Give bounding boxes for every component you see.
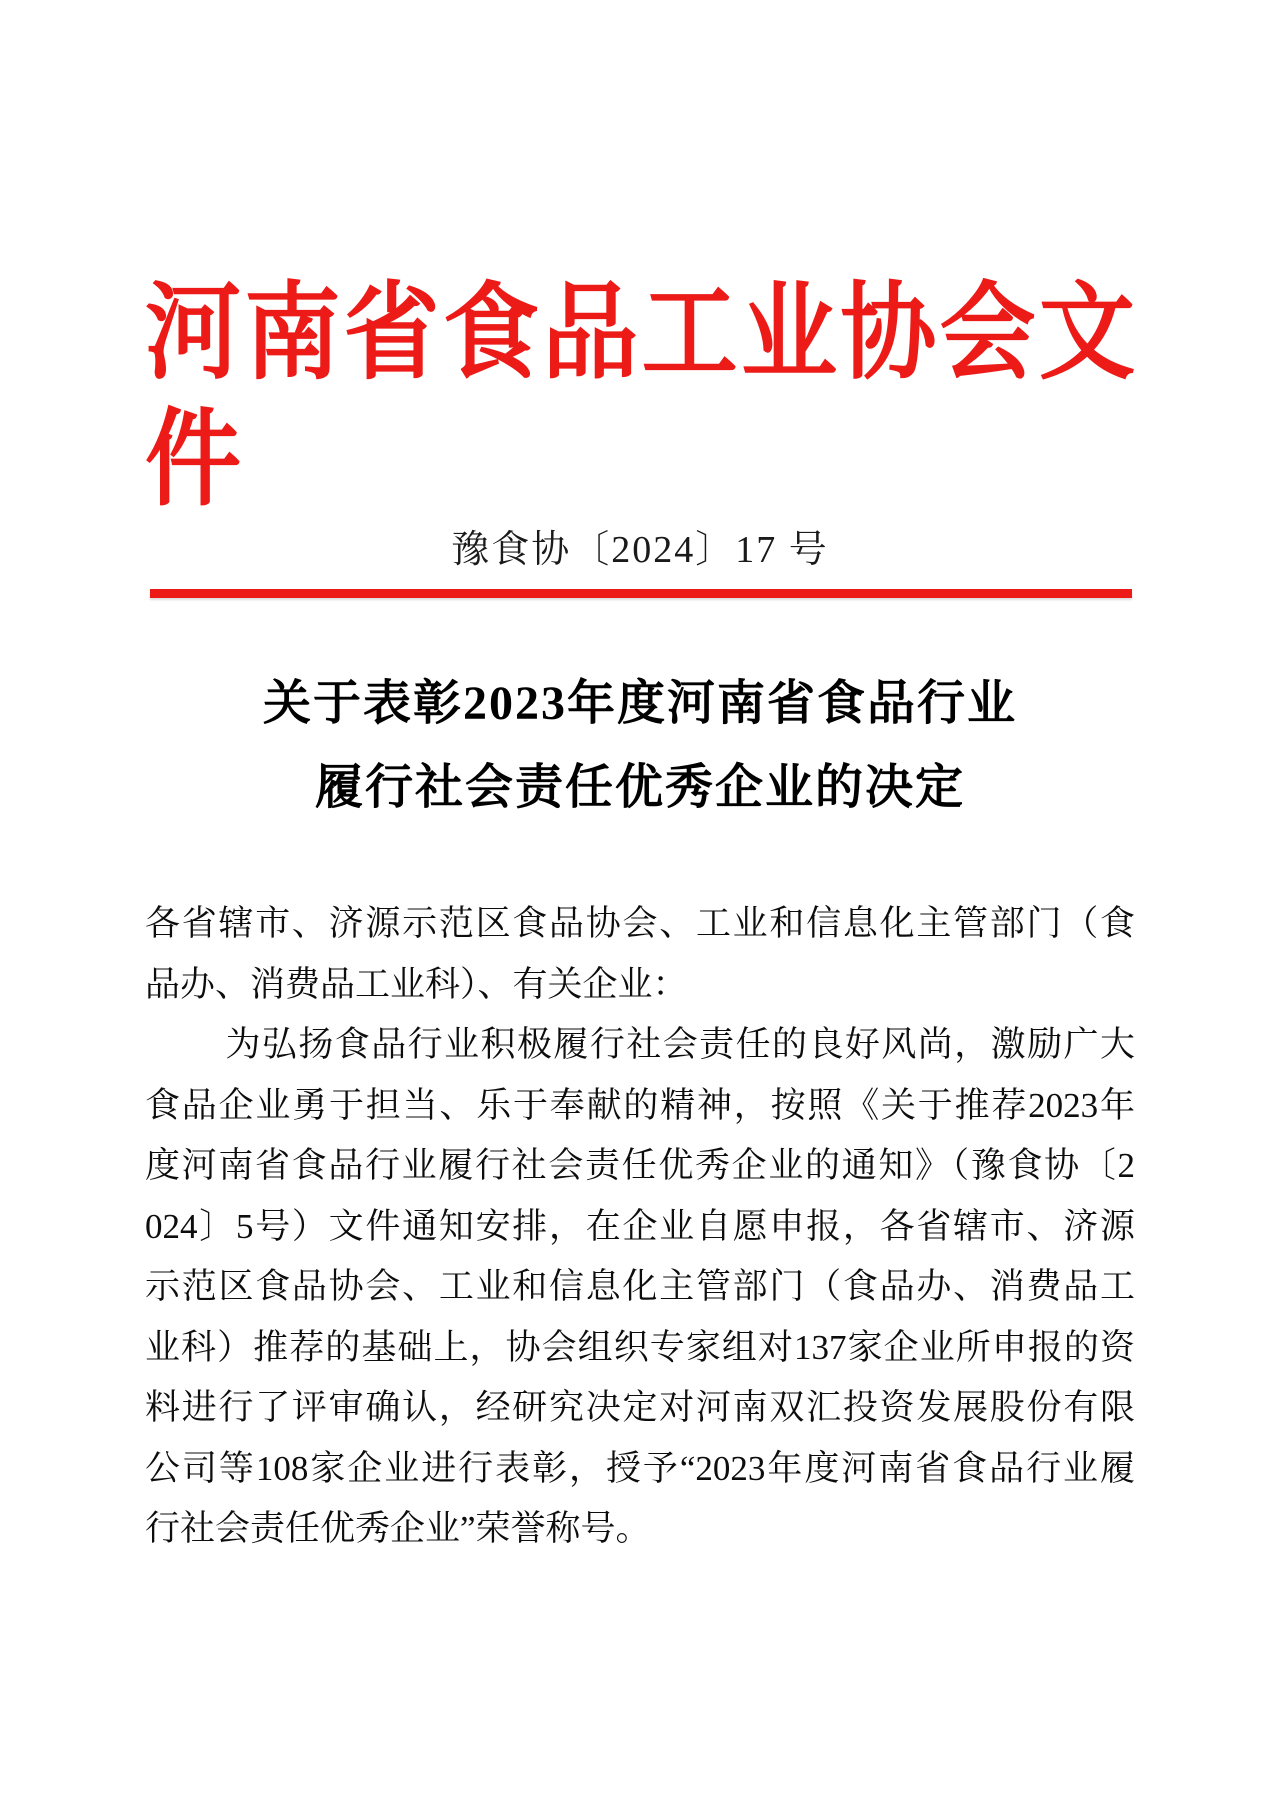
body-line: 公司等108家企业进行表彰，授予“2023年度河南省食品行业履 <box>145 1448 1135 1488</box>
doc-title <box>145 662 1135 830</box>
body-line: 度河南省食品行业履行社会责任优秀企业的通知》（豫食协〔2 <box>145 1146 1135 1185</box>
body-line: 食品企业勇于担当、乐于奉献的精神，按照《关于推荐2023年 <box>145 1085 1135 1125</box>
doc-title-line2: 履行社会责任优秀企业的决定 <box>314 761 965 814</box>
body-line: 各省辖市、济源示范区食品协会、工业和信息化主管部门（食 <box>145 904 1135 943</box>
body-line: 024〕5号）文件通知安排，在企业自愿申报，各省辖市、济源 <box>145 1206 1135 1246</box>
body-line: 业科）推荐的基础上，协会组织专家组对137家企业所申报的资 <box>145 1327 1135 1367</box>
body-line: 品办、消费品工业科）、有关企业： <box>145 964 688 1004</box>
org-masthead-title: 河南省食品工业协会文件 <box>145 274 1135 519</box>
body-line: 行社会责任优秀企业”荣誉称号。 <box>145 1509 651 1548</box>
red-divider-rule <box>150 589 1132 598</box>
body-line: 为弘扬食品行业积极履行社会责任的良好风尚，激励广大 <box>225 1025 1135 1064</box>
doc-title-line1: 关于表彰2023年度河南省食品行业 <box>262 677 1017 730</box>
doc-reference-number: 豫食协〔2024〕17 号 <box>451 529 829 571</box>
body-line: 料进行了评审确认，经研究决定对河南双汇投资发展股份有限 <box>145 1388 1135 1427</box>
body-text <box>145 894 1135 1560</box>
body-line: 示范区食品协会、工业和信息化主管部门（食品办、消费品工 <box>145 1267 1135 1306</box>
